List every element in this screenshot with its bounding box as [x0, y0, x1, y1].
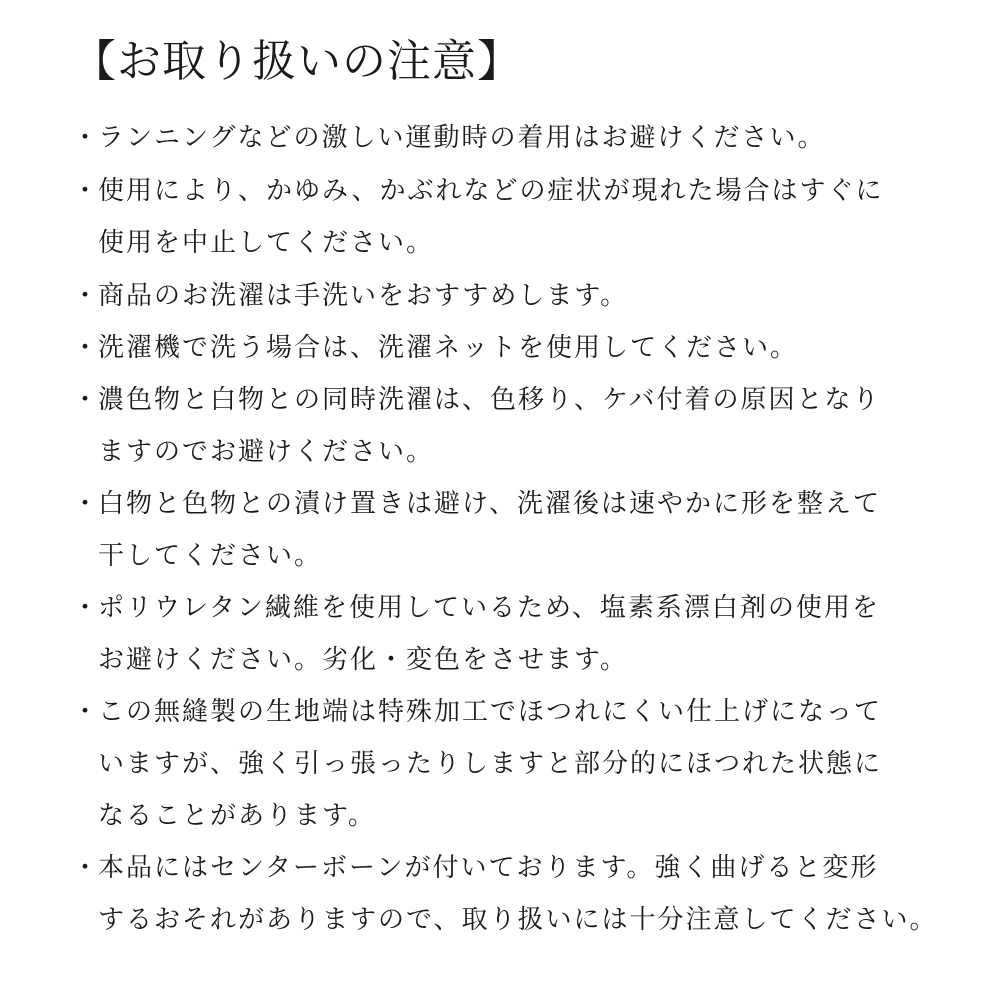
- note-line: 使用により、かゆみ、かぶれなどの症状が現れた場合はすぐに: [98, 176, 884, 206]
- bullet-icon: ・: [72, 385, 101, 415]
- note-line: 洗濯機で洗う場合は、洗濯ネットを使用してください。: [98, 333, 799, 363]
- bullet-icon: ・: [72, 853, 101, 883]
- note-line-continued: 使用を中止してください。: [98, 228, 435, 258]
- note-item: [72, 380, 880, 420]
- note-line-continued: するおそれがありますので、取り扱いには十分注意してください。: [98, 905, 938, 935]
- note-item: [72, 692, 882, 732]
- note-item: [72, 848, 878, 888]
- note-line: この無縫製の生地端は特殊加工でほつれにくい仕上げになって: [98, 697, 883, 727]
- bullet-icon: ・: [72, 123, 101, 153]
- note-line: 商品のお洗濯は手洗いをおすすめします。: [98, 281, 629, 311]
- note-line-continued: 干してください。: [98, 541, 323, 571]
- note-line: 濃色物と白物との同時洗濯は、色移り、ケバ付着の原因となり: [98, 385, 881, 415]
- note-item: [72, 171, 884, 211]
- note-item: [72, 328, 798, 368]
- bullet-icon: ・: [72, 176, 101, 206]
- note-item: [72, 118, 825, 158]
- bullet-icon: ・: [72, 281, 101, 311]
- note-line-continued: なることがあります。: [98, 801, 376, 831]
- note-line-continued: お避けください。劣化・変色をさせます。: [98, 645, 628, 675]
- bullet-icon: ・: [72, 333, 101, 363]
- note-line: 白物と色物との漬け置きは避け、洗濯後は速やかに形を整えて: [98, 489, 881, 519]
- page-title: 【お取り扱いの注意】: [72, 36, 522, 87]
- note-line: ランニングなどの激しい運動時の着用はお避けください。: [98, 123, 826, 153]
- bullet-icon: ・: [72, 489, 101, 519]
- bullet-icon: ・: [72, 593, 101, 623]
- bullet-icon: ・: [72, 697, 101, 727]
- note-line-continued: ますのでお避けください。: [98, 437, 435, 467]
- note-item: [72, 276, 628, 316]
- note-line: ポリウレタン繊維を使用しているため、塩素系漂白剤の使用を: [98, 593, 880, 623]
- note-item: [72, 588, 880, 628]
- note-line: 本品にはセンターボーンが付いております。強く曲げると変形: [98, 853, 879, 883]
- note-line-continued: いますが、強く引っ張ったりしますと部分的にほつれた状態に: [98, 749, 883, 779]
- note-item: [72, 484, 881, 524]
